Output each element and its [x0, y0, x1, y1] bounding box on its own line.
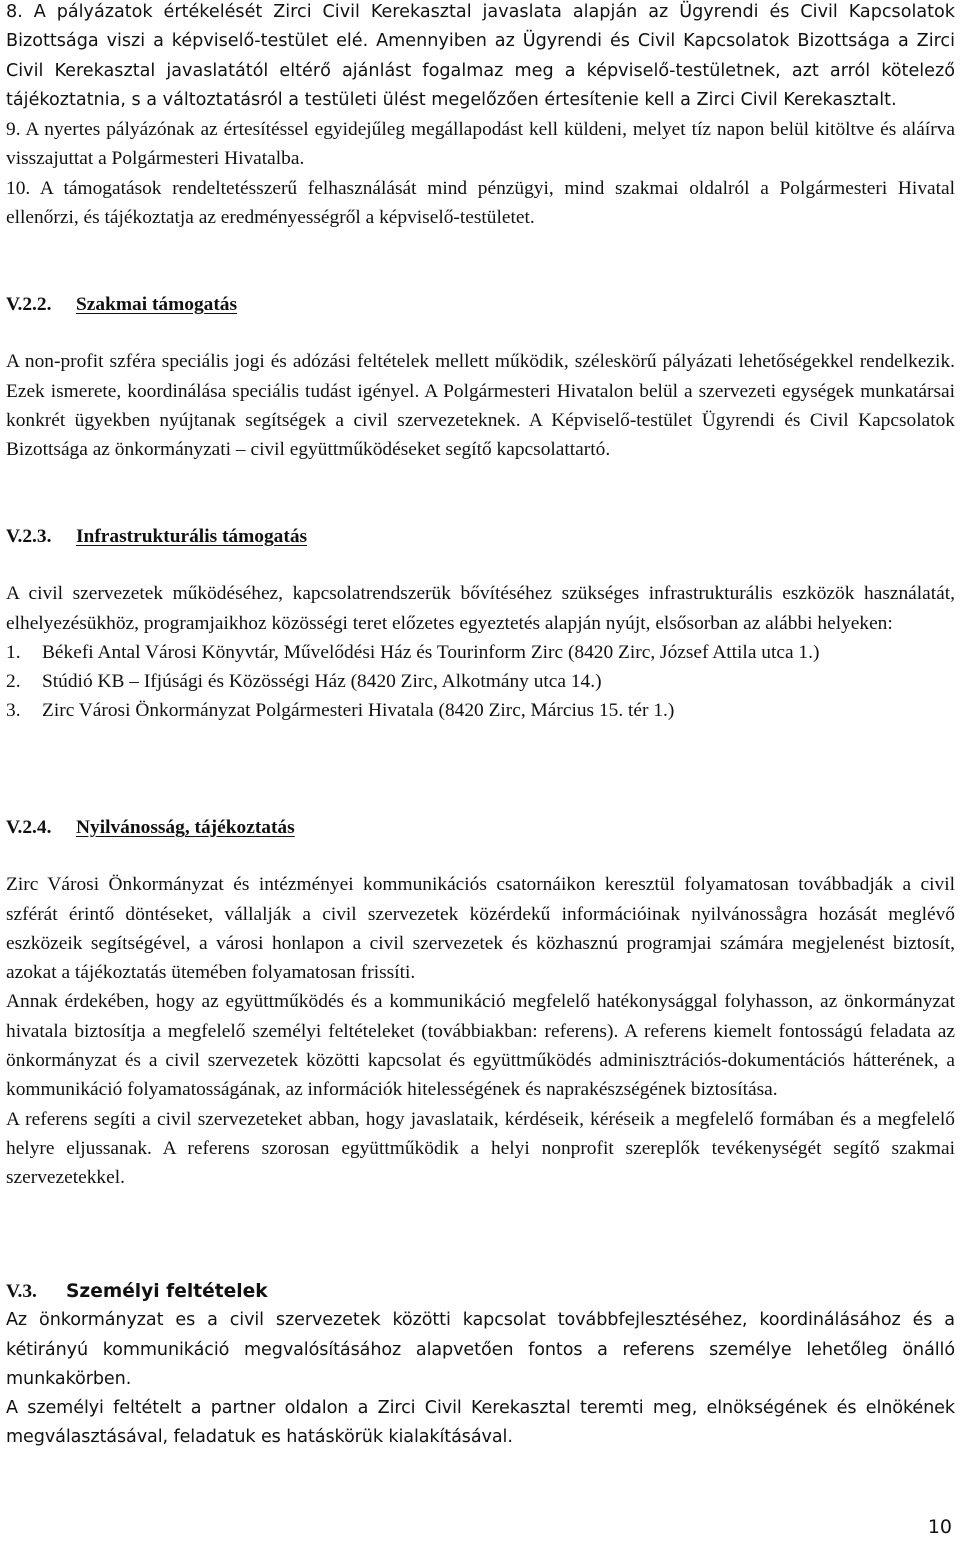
list-marker: 1. [6, 641, 21, 663]
list-item-text: Zirc Városi Önkormányzat Polgármesteri Hivatala (8420 Zirc, Március 15. tér 1.) [42, 700, 675, 722]
section-v23 [6, 522, 955, 726]
section-v24-paragraph-2: Annak érdekében, hogy az együttműködés és a kommunikáció megfelelő hatékonysággal folyhasson, az önkormányzat hivatala biztosítja a megfelelő személyi feltételeket (továbbiakban: referens). A referens kiemelt fontosságú feladata az önkormányzat és a civil szervezetek közötti kapcsolat és együttműködés adminisztrációs-dokumentációs hátterének, a kommunikáció folyamatosságának, az információk hitelességének és naprakészségének biztosítása. [6, 991, 955, 1101]
list-item [6, 667, 955, 696]
section-title: Nyilvánosság, tájékoztatás [76, 817, 295, 838]
section-v3-heading [6, 1277, 955, 1306]
section-v3-paragraph-2: A személyi feltételt a partner oldalon a Zirci Civil Kerekasztal teremti meg, elnökségének és elnökének megválasztásával, feladatuk es hatáskörük kialakításával. [6, 1398, 955, 1448]
section-title: Infrastrukturális támogatás [76, 526, 308, 547]
section-v23-heading [6, 522, 955, 551]
section-number: V.3. [6, 1281, 37, 1302]
section-v3 [6, 1277, 955, 1453]
section-v22 [6, 290, 955, 464]
numbered-items-block [6, 0, 955, 232]
item-10: 10. A támogatások rendeltetésszerű felhasználását mind pénzügyi, mind szakmai oldalról a Polgármesteri Hivatal ellenőrzi, és tájékoztatja az eredményességről a képviselő-testületet. [6, 177, 955, 229]
location-list [6, 638, 955, 726]
section-number: V.2.2. [6, 294, 52, 315]
list-item [6, 696, 955, 725]
section-title: Személyi feltételek [66, 1281, 268, 1302]
section-v3-paragraph-1: Az önkormányzat es a civil szervezetek közötti kapcsolat továbbfejlesztéséhez, koordinálásához és a kétirányú kommunikáció megvalósításához alapvetően fontos a referens személye lehetőleg önálló munkakörben. [6, 1310, 955, 1389]
section-number: V.2.4. [6, 817, 52, 838]
list-item-text: Békefi Antal Városi Könyvtár, Művelődési Ház és Tourinform Zirc (8420 Zirc, József Attila utca 1.) [42, 641, 820, 663]
item-9: 9. A nyertes pályázónak az értesítéssel egyidejűleg megállapodást kell küldeni, melyet tíz napon belül kitöltve és aláírva visszajuttat a Polgármesteri Hivatalba. [6, 119, 955, 170]
section-title: Szakmai támogatás [76, 294, 238, 315]
list-marker: 2. [6, 671, 21, 693]
list-item-text: Stúdió KB – Ifjúsági és Közösségi Ház (8420 Zirc, Alkotmány utca 14.) [42, 671, 602, 693]
section-v22-paragraph: A non-profit szféra speciális jogi és adózási feltételek mellett működik, széleskörű pályázati lehetőségekkel rendelkezik. Ezek ismerete, koordinálása speciális tudást igényel. A Polgármesteri Hivatalon belül a szervezeti egységek munkatársai konkrét ügyekben nyújtanak segítségek a civil szervezeteknek. A Képviselő-testület Ügyrendi és Civil Kapcsolatok Bizottsága az önkormányzati – civil együttműködéseket segítő kapcsolattartó. [6, 351, 955, 461]
page-number: 10 [927, 1516, 952, 1538]
section-v23-paragraph: A civil szervezetek működéséhez, kapcsolatrendszerük bővítéséhez szükséges infrastrukturális eszközök használatát, elhelyezésükhöz, programjaikhoz közösségi teret előzetes egyeztetés alapján nyújt, elsősorban az alábbi helyeken: [6, 583, 955, 634]
list-item [6, 638, 955, 667]
section-v24-paragraph-3: A referens segíti a civil szervezeteket abban, hogy javaslataik, kérdéseik, kéréseik a megfelelő formában és a megfelelő helyre eljussanak. A referens szorosan együttműködik a helyi nonprofit szereplők tevékenységét segítő szakmai szervezetekkel. [6, 1108, 955, 1189]
section-v24-heading [6, 813, 955, 842]
item-8: 8. A pályázatok értékelését Zirci Civil Kerekasztal javaslata alapján az Ügyrendi és Civil Kapcsolatok Bizottsága viszi a képviselő-testület elé. Amennyiben az Ügyrendi és Civil Kapcsolatok Bizottsága a Zirci Civil Kerekasztal javaslatától eltérő ajánlást fogalmaz meg a képviselő-testületnek, azt arról kötelező tájékoztatnia, s a változtatásról a testületi ülést megelőzően értesítenie kell a Zirci Civil Kerekasztalt. [6, 2, 955, 110]
section-v24-paragraph-1: Zirc Városi Önkormányzat és intézményei kommunikációs csatornáikon keresztül folyamatosan továbbadják a civil szférát érintő döntéseket, vállalják a civil szervezetek közérdekű információinak nyilvánossågra hozását meglévő eszközeik segítségével, a városi honlapon a civil szervezetek és közhasznú programjai számára megjelenést biztosít, azokat a tájékoztatás ütemében folyamatosan frissíti. [6, 874, 955, 984]
section-v22-heading [6, 290, 955, 319]
list-marker: 3. [6, 700, 21, 722]
section-v24 [6, 813, 955, 1193]
section-number: V.2.3. [6, 526, 52, 547]
